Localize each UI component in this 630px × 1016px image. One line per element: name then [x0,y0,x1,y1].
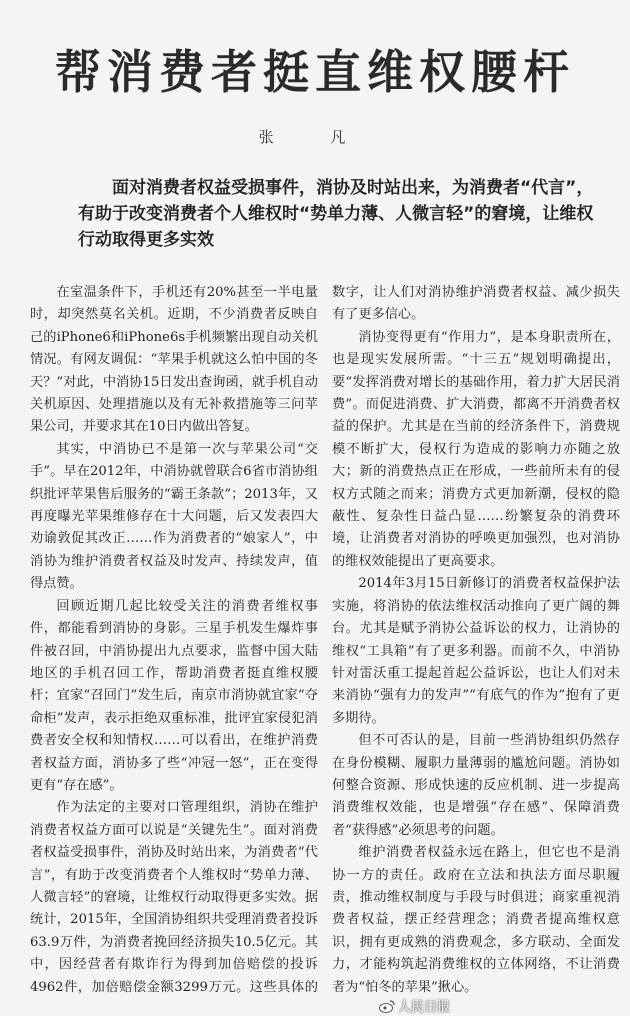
article-lead: 面对消费者权益受损事件，消协及时站出来，为消费者“代言”，有助于改变消费者个人维权时“势单力薄、人微言轻”的窘境，让维权行动取得更多实效 [78,178,594,250]
watermark [379,996,450,1015]
body-paragraph: 其实，中消协已不是第一次与苹果公司“交手”。早在2012年，中消协就曾联合6省市消协组织批评苹果售后服务的“霸王条款”；2013年，又再度曝光苹果维修存在十大问题，后又发表四大劝谕敦促其改正……作为消费者的“娘家人”，中消协为维护消费者权益及时发声、持续发声，值得点赞。 [30,441,318,592]
body-paragraph: 回顾近期几起比较受关注的消费者维权事件，都能看到消协的身影。三星手机发生爆炸事件被召回，中消协提出九点要求，监督中国大陆地区的手机召回工作，帮助消费者挺直维权腰杆；宜家“召回门”发生后，南京市消协就宜家“夺命柜”发声，表示拒绝双重标准，批评宜家侵犯消费者安全权和知情权……可以看出，在维护消费者权益方面，消协多了些“冲冠一怒”，正在变得更有“存在感”。 [30,598,318,793]
body-paragraph: 消协变得更有“作用力”，是本身职责所在，也是现实发展所需。“十三五”规划明确提出，要“发挥消费对增长的基础作用，着力扩大居民消费”。而促进消费、扩大消费，都离不开消费者权益的保护。尤其是在当前的经济条件下，消费规模不断扩大，侵权行为造成的影响力亦随之放大；新的消费热点正在形成，一些前所未有的侵权方式随之而来；消费方式更加新潮，侵权的隐蔽性、复杂性日益凸显……纷繁复杂的消费环境，让消费者对消协的呼唤更加强烈，也对消协的维权效能提出了更高要求。 [332,329,620,569]
body-paragraph: 作为法定的主要对口管理组织，消协在维护消费者权益方面可以说是“关键先生”。面对消费者权益受损事件，消协及时站出来，为消费者“代言”，有助于改变消费者个人维权时“势单力薄、人微言轻”的窘境，让维权行动取得更多实效。据统计，2015年，全国消协组织共受理消费者投诉63.9万件，为消费者挽回经济损失10.5亿元。其中，因经营者有欺诈行为得到加倍赔偿的投诉4962件，加倍赔偿金额3299万元。这些具体的数字，让人们对消协维护消费者权益、减少损失有了更多信心。 [30,285,620,995]
weibo-logo-icon [379,999,395,1013]
body-paragraph: 在室温条件下，手机还有20%甚至一半电量时，却突然莫名关机。近期，不少消费者反映自己的iPhone6和iPhone6s手机频繁出现自动关机情况。有网友调侃：“苹果手机就这么怕中国的冬天？”对此，中消协15日发出查询函，就手机自动关机原因、处理措施以及有无补救措施等三问苹果公司，并要求其在10日内做出答复。 [30,285,318,435]
watermark-text: 人民日报 [397,1000,450,1015]
article-body [30,282,620,1002]
body-paragraph: 维护消费者权益永远在路上，但它也不是消协一方的责任。政府在立法和执法方面尽职履责，推动维权制度与手段与时俱进；商家重视消费者权益，摆正经营理念；消费者提高维权意识，拥有更成熟的消费观念，多方联动、全面发力，才能构筑起消费维权的立体网络，不让消费者为“怕冬的苹果”揪心。 [332,845,620,995]
body-paragraph: 2014年3月15日新修订的消费者权益保护法实施，将消协的依法维权活动推向了更广阔的舞台。尤其是赋予消协公益诉讼的权力，让消协的维权“工具箱”有了更多利器。而前不久，中消协针对雷沃重工提起首起公益诉讼，也让人们对未来消协“强有力的发声”“有底气的作为”抱有了更多期待。 [332,576,620,726]
article-author: 张 凡 [258,128,372,146]
body-paragraph: 但不可否认的是，目前一些消协组织仍然存在身份模糊、履职力量薄弱的尴尬问题。消协如何整合资源、形成快速的反应机制、进一步提高消费维权效能，也是增强“存在感”、保障消费者“获得感”必须思考的问题。 [332,733,620,838]
article-title: 帮消费者挺直维权腰杆 [55,45,575,99]
